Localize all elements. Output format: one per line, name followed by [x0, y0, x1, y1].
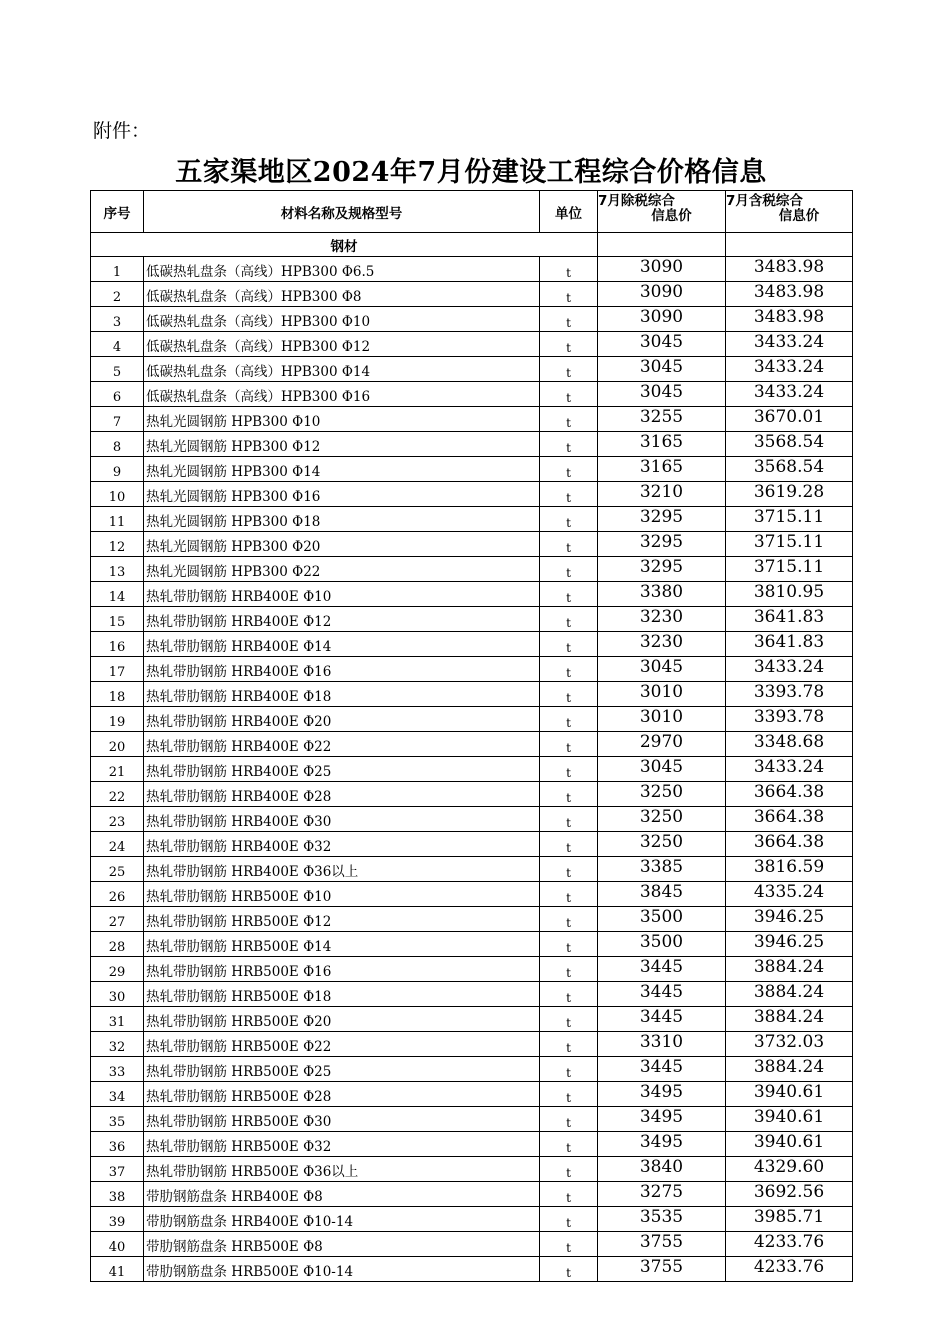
category-label: 钢材: [91, 233, 598, 257]
category-row: [91, 233, 853, 257]
row-index: 6: [91, 382, 144, 407]
table-row: [91, 1007, 853, 1032]
row-index: 14: [91, 582, 144, 607]
row-unit: t: [540, 707, 598, 732]
row-material-name: 低碳热轧盘条（高线）HPB300 Φ14: [144, 357, 540, 382]
header-index: 序号: [91, 191, 144, 233]
row-index: 36: [91, 1132, 144, 1157]
table-row: [91, 707, 853, 732]
row-unit: t: [540, 782, 598, 807]
header-unit: 单位: [540, 191, 598, 233]
row-material-name: 热轧带肋钢筋 HRB500E Φ25: [144, 1057, 540, 1082]
row-price-ex-tax: 3385: [598, 857, 726, 882]
row-index: 15: [91, 607, 144, 632]
row-price-ex-tax: 3535: [598, 1207, 726, 1232]
table-row: [91, 457, 853, 482]
row-material-name: 热轧光圆钢筋 HPB300 Φ10: [144, 407, 540, 432]
row-index: 35: [91, 1107, 144, 1132]
row-unit: t: [540, 257, 598, 282]
table-row: [91, 732, 853, 757]
row-unit: t: [540, 282, 598, 307]
row-index: 26: [91, 882, 144, 907]
row-unit: t: [540, 482, 598, 507]
row-price-ex-tax: 3010: [598, 707, 726, 732]
row-index: 24: [91, 832, 144, 857]
table-row: [91, 607, 853, 632]
row-material-name: 热轧带肋钢筋 HRB400E Φ22: [144, 732, 540, 757]
row-price-ex-tax: 3045: [598, 332, 726, 357]
row-unit: t: [540, 357, 598, 382]
row-price-inc-tax: 3816.59: [726, 857, 853, 882]
row-index: 37: [91, 1157, 144, 1182]
row-price-ex-tax: 3295: [598, 532, 726, 557]
row-price-inc-tax: 3884.24: [726, 1057, 853, 1082]
table-row: [91, 307, 853, 332]
row-unit: t: [540, 1082, 598, 1107]
row-index: 17: [91, 657, 144, 682]
row-material-name: 热轧光圆钢筋 HPB300 Φ12: [144, 432, 540, 457]
row-material-name: 低碳热轧盘条（高线）HPB300 Φ6.5: [144, 257, 540, 282]
row-unit: t: [540, 907, 598, 932]
row-price-ex-tax: 3045: [598, 757, 726, 782]
row-price-inc-tax: 3884.24: [726, 1007, 853, 1032]
row-price-inc-tax: 3940.61: [726, 1082, 853, 1107]
row-unit: t: [540, 1007, 598, 1032]
row-price-ex-tax: 3090: [598, 282, 726, 307]
row-material-name: 带肋钢筋盘条 HRB500E Φ8: [144, 1232, 540, 1257]
header-price-ex-tax-line2: 信息价: [651, 208, 692, 224]
row-index: 18: [91, 682, 144, 707]
row-price-ex-tax: 3445: [598, 957, 726, 982]
table-row: [91, 1082, 853, 1107]
row-price-inc-tax: 3433.24: [726, 757, 853, 782]
row-price-ex-tax: 3010: [598, 682, 726, 707]
row-unit: t: [540, 807, 598, 832]
row-unit: t: [540, 1132, 598, 1157]
row-unit: t: [540, 582, 598, 607]
row-price-inc-tax: 3641.83: [726, 632, 853, 657]
row-price-inc-tax: 3664.38: [726, 832, 853, 857]
row-material-name: 带肋钢筋盘条 HRB400E Φ10-14: [144, 1207, 540, 1232]
row-index: 41: [91, 1257, 144, 1282]
row-unit: t: [540, 857, 598, 882]
row-unit: t: [540, 307, 598, 332]
row-material-name: 热轧带肋钢筋 HRB500E Φ14: [144, 932, 540, 957]
table-header-row: [91, 191, 853, 233]
table-row: [91, 882, 853, 907]
row-index: 19: [91, 707, 144, 732]
row-price-inc-tax: 3568.54: [726, 432, 853, 457]
row-price-inc-tax: 3619.28: [726, 482, 853, 507]
row-index: 3: [91, 307, 144, 332]
row-unit: t: [540, 332, 598, 357]
row-price-ex-tax: 3310: [598, 1032, 726, 1057]
row-index: 28: [91, 932, 144, 957]
row-price-inc-tax: 3946.25: [726, 907, 853, 932]
row-price-ex-tax: 3495: [598, 1082, 726, 1107]
row-price-ex-tax: 3755: [598, 1257, 726, 1282]
row-unit: t: [540, 657, 598, 682]
table-row: [91, 657, 853, 682]
row-material-name: 热轧带肋钢筋 HRB500E Φ20: [144, 1007, 540, 1032]
row-price-inc-tax: 3664.38: [726, 807, 853, 832]
row-material-name: 热轧带肋钢筋 HRB400E Φ10: [144, 582, 540, 607]
row-unit: t: [540, 1207, 598, 1232]
row-price-inc-tax: 3692.56: [726, 1182, 853, 1207]
table-row: [91, 932, 853, 957]
row-price-ex-tax: 3840: [598, 1157, 726, 1182]
row-unit: t: [540, 382, 598, 407]
row-price-ex-tax: 3495: [598, 1107, 726, 1132]
row-index: 33: [91, 1057, 144, 1082]
row-price-inc-tax: 3568.54: [726, 457, 853, 482]
header-price-inc-tax-line1: 7月含税综合: [726, 193, 803, 209]
row-price-ex-tax: 3090: [598, 307, 726, 332]
row-price-inc-tax: 4233.76: [726, 1257, 853, 1282]
row-price-inc-tax: 3715.11: [726, 507, 853, 532]
table-row: [91, 1207, 853, 1232]
row-material-name: 热轧带肋钢筋 HRB400E Φ16: [144, 657, 540, 682]
row-material-name: 热轧带肋钢筋 HRB400E Φ32: [144, 832, 540, 857]
category-empty-cell: [726, 233, 853, 257]
row-index: 39: [91, 1207, 144, 1232]
row-index: 10: [91, 482, 144, 507]
row-material-name: 热轧光圆钢筋 HPB300 Φ16: [144, 482, 540, 507]
row-material-name: 热轧带肋钢筋 HRB500E Φ18: [144, 982, 540, 1007]
row-price-inc-tax: 3670.01: [726, 407, 853, 432]
row-price-ex-tax: 3250: [598, 807, 726, 832]
row-price-ex-tax: 3275: [598, 1182, 726, 1207]
row-price-ex-tax: 3500: [598, 932, 726, 957]
header-name: 材料名称及规格型号: [144, 191, 540, 233]
row-index: 25: [91, 857, 144, 882]
row-material-name: 热轧带肋钢筋 HRB400E Φ25: [144, 757, 540, 782]
row-material-name: 低碳热轧盘条（高线）HPB300 Φ10: [144, 307, 540, 332]
row-material-name: 热轧带肋钢筋 HRB500E Φ12: [144, 907, 540, 932]
row-material-name: 热轧带肋钢筋 HRB500E Φ10: [144, 882, 540, 907]
row-material-name: 热轧带肋钢筋 HRB400E Φ14: [144, 632, 540, 657]
table-row: [91, 832, 853, 857]
row-index: 21: [91, 757, 144, 782]
row-material-name: 热轧带肋钢筋 HRB500E Φ22: [144, 1032, 540, 1057]
row-material-name: 低碳热轧盘条（高线）HPB300 Φ16: [144, 382, 540, 407]
row-price-inc-tax: 3664.38: [726, 782, 853, 807]
table-row: [91, 807, 853, 832]
row-price-ex-tax: 3230: [598, 607, 726, 632]
row-price-ex-tax: 3250: [598, 832, 726, 857]
row-material-name: 热轧带肋钢筋 HRB500E Φ36以上: [144, 1157, 540, 1182]
row-price-inc-tax: 3433.24: [726, 357, 853, 382]
row-price-inc-tax: 3393.78: [726, 707, 853, 732]
row-index: 8: [91, 432, 144, 457]
row-material-name: 热轧光圆钢筋 HPB300 Φ14: [144, 457, 540, 482]
table-row: [91, 1032, 853, 1057]
row-unit: t: [540, 1257, 598, 1282]
row-price-inc-tax: 3393.78: [726, 682, 853, 707]
row-index: 1: [91, 257, 144, 282]
header-price-ex-tax: [598, 191, 726, 233]
row-material-name: 热轧带肋钢筋 HRB400E Φ36以上: [144, 857, 540, 882]
table-row: [91, 1057, 853, 1082]
table-row: [91, 1182, 853, 1207]
row-unit: t: [540, 757, 598, 782]
row-unit: t: [540, 732, 598, 757]
row-unit: t: [540, 457, 598, 482]
row-price-ex-tax: 3445: [598, 982, 726, 1007]
row-index: 34: [91, 1082, 144, 1107]
table-row: [91, 282, 853, 307]
row-unit: t: [540, 1057, 598, 1082]
row-index: 2: [91, 282, 144, 307]
table-row: [91, 357, 853, 382]
table-row: [91, 532, 853, 557]
row-index: 40: [91, 1232, 144, 1257]
header-price-ex-tax-line1: 7月除税综合: [598, 193, 675, 209]
row-index: 11: [91, 507, 144, 532]
row-unit: t: [540, 557, 598, 582]
row-price-inc-tax: 3884.24: [726, 957, 853, 982]
row-price-inc-tax: 3715.11: [726, 557, 853, 582]
row-index: 12: [91, 532, 144, 557]
row-price-ex-tax: 3250: [598, 782, 726, 807]
row-material-name: 热轧带肋钢筋 HRB500E Φ28: [144, 1082, 540, 1107]
row-price-ex-tax: 3495: [598, 1132, 726, 1157]
row-price-ex-tax: 3295: [598, 507, 726, 532]
row-price-inc-tax: 4329.60: [726, 1157, 853, 1182]
price-table: [90, 190, 853, 1282]
table-row: [91, 757, 853, 782]
row-price-ex-tax: 3045: [598, 382, 726, 407]
row-material-name: 热轧光圆钢筋 HPB300 Φ20: [144, 532, 540, 557]
row-price-ex-tax: 3165: [598, 432, 726, 457]
row-unit: t: [540, 1232, 598, 1257]
row-unit: t: [540, 982, 598, 1007]
table-row: [91, 582, 853, 607]
row-index: 22: [91, 782, 144, 807]
row-price-inc-tax: 3940.61: [726, 1132, 853, 1157]
header-price-inc-tax-line2: 信息价: [778, 208, 820, 224]
table-row: [91, 432, 853, 457]
table-row: [91, 1257, 853, 1282]
row-unit: t: [540, 882, 598, 907]
category-empty-cell: [598, 233, 726, 257]
row-material-name: 热轧带肋钢筋 HRB500E Φ30: [144, 1107, 540, 1132]
table-row: [91, 257, 853, 282]
table-row: [91, 632, 853, 657]
row-unit: t: [540, 1157, 598, 1182]
row-price-ex-tax: 3380: [598, 582, 726, 607]
row-price-inc-tax: 3715.11: [726, 532, 853, 557]
row-price-inc-tax: 4233.76: [726, 1232, 853, 1257]
row-price-inc-tax: 3732.03: [726, 1032, 853, 1057]
table-row: [91, 407, 853, 432]
row-price-inc-tax: 3641.83: [726, 607, 853, 632]
row-unit: t: [540, 832, 598, 857]
attachment-label: 附件：: [93, 120, 151, 142]
row-unit: t: [540, 957, 598, 982]
row-price-ex-tax: 3230: [598, 632, 726, 657]
row-material-name: 带肋钢筋盘条 HRB400E Φ8: [144, 1182, 540, 1207]
row-unit: t: [540, 1107, 598, 1132]
row-material-name: 低碳热轧盘条（高线）HPB300 Φ12: [144, 332, 540, 357]
row-material-name: 低碳热轧盘条（高线）HPB300 Φ8: [144, 282, 540, 307]
row-material-name: 热轧带肋钢筋 HRB500E Φ32: [144, 1132, 540, 1157]
row-price-ex-tax: 3045: [598, 657, 726, 682]
row-material-name: 热轧光圆钢筋 HPB300 Φ18: [144, 507, 540, 532]
row-price-ex-tax: 3445: [598, 1007, 726, 1032]
row-price-inc-tax: 4335.24: [726, 882, 853, 907]
row-material-name: 热轧带肋钢筋 HRB500E Φ16: [144, 957, 540, 982]
row-index: 32: [91, 1032, 144, 1057]
row-price-inc-tax: 3946.25: [726, 932, 853, 957]
row-price-inc-tax: 3884.24: [726, 982, 853, 1007]
row-index: 23: [91, 807, 144, 832]
row-index: 30: [91, 982, 144, 1007]
row-material-name: 热轧带肋钢筋 HRB400E Φ28: [144, 782, 540, 807]
row-price-inc-tax: 3348.68: [726, 732, 853, 757]
row-index: 7: [91, 407, 144, 432]
row-price-ex-tax: 3210: [598, 482, 726, 507]
row-price-ex-tax: 3165: [598, 457, 726, 482]
row-unit: t: [540, 507, 598, 532]
table-row: [91, 1232, 853, 1257]
table-row: [91, 782, 853, 807]
row-unit: t: [540, 432, 598, 457]
row-price-ex-tax: 3255: [598, 407, 726, 432]
table-row: [91, 507, 853, 532]
row-index: 20: [91, 732, 144, 757]
table-row: [91, 1157, 853, 1182]
row-material-name: 热轧光圆钢筋 HPB300 Φ22: [144, 557, 540, 582]
row-price-inc-tax: 3433.24: [726, 657, 853, 682]
table-row: [91, 557, 853, 582]
row-index: 13: [91, 557, 144, 582]
row-index: 16: [91, 632, 144, 657]
row-price-ex-tax: 3445: [598, 1057, 726, 1082]
table-row: [91, 1107, 853, 1132]
row-unit: t: [540, 407, 598, 432]
row-price-inc-tax: 3483.98: [726, 282, 853, 307]
table-row: [91, 957, 853, 982]
row-price-inc-tax: 3433.24: [726, 332, 853, 357]
table-row: [91, 857, 853, 882]
row-material-name: 热轧带肋钢筋 HRB400E Φ12: [144, 607, 540, 632]
row-unit: t: [540, 632, 598, 657]
row-price-inc-tax: 3433.24: [726, 382, 853, 407]
row-price-inc-tax: 3985.71: [726, 1207, 853, 1232]
row-index: 9: [91, 457, 144, 482]
page-title: 五家渠地区2024年7月份建设工程综合价格信息: [175, 157, 767, 188]
row-price-ex-tax: 2970: [598, 732, 726, 757]
row-price-inc-tax: 3483.98: [726, 257, 853, 282]
row-unit: t: [540, 532, 598, 557]
row-index: 29: [91, 957, 144, 982]
row-unit: t: [540, 607, 598, 632]
row-price-ex-tax: 3090: [598, 257, 726, 282]
table-row: [91, 482, 853, 507]
table-row: [91, 1132, 853, 1157]
row-price-ex-tax: 3045: [598, 357, 726, 382]
row-unit: t: [540, 932, 598, 957]
row-price-inc-tax: 3940.61: [726, 1107, 853, 1132]
row-price-inc-tax: 3483.98: [726, 307, 853, 332]
table-row: [91, 982, 853, 1007]
row-index: 4: [91, 332, 144, 357]
table-row: [91, 682, 853, 707]
row-price-inc-tax: 3810.95: [726, 582, 853, 607]
row-price-ex-tax: 3295: [598, 557, 726, 582]
row-unit: t: [540, 682, 598, 707]
row-price-ex-tax: 3755: [598, 1232, 726, 1257]
row-material-name: 热轧带肋钢筋 HRB400E Φ18: [144, 682, 540, 707]
row-unit: t: [540, 1032, 598, 1057]
header-price-inc-tax: [726, 191, 853, 233]
row-price-ex-tax: 3845: [598, 882, 726, 907]
row-material-name: 热轧带肋钢筋 HRB400E Φ20: [144, 707, 540, 732]
row-material-name: 带肋钢筋盘条 HRB500E Φ10-14: [144, 1257, 540, 1282]
row-unit: t: [540, 1182, 598, 1207]
row-material-name: 热轧带肋钢筋 HRB400E Φ30: [144, 807, 540, 832]
row-index: 5: [91, 357, 144, 382]
table-row: [91, 332, 853, 357]
row-price-ex-tax: 3500: [598, 907, 726, 932]
table-row: [91, 382, 853, 407]
row-index: 31: [91, 1007, 144, 1032]
row-index: 27: [91, 907, 144, 932]
table-row: [91, 907, 853, 932]
row-index: 38: [91, 1182, 144, 1207]
